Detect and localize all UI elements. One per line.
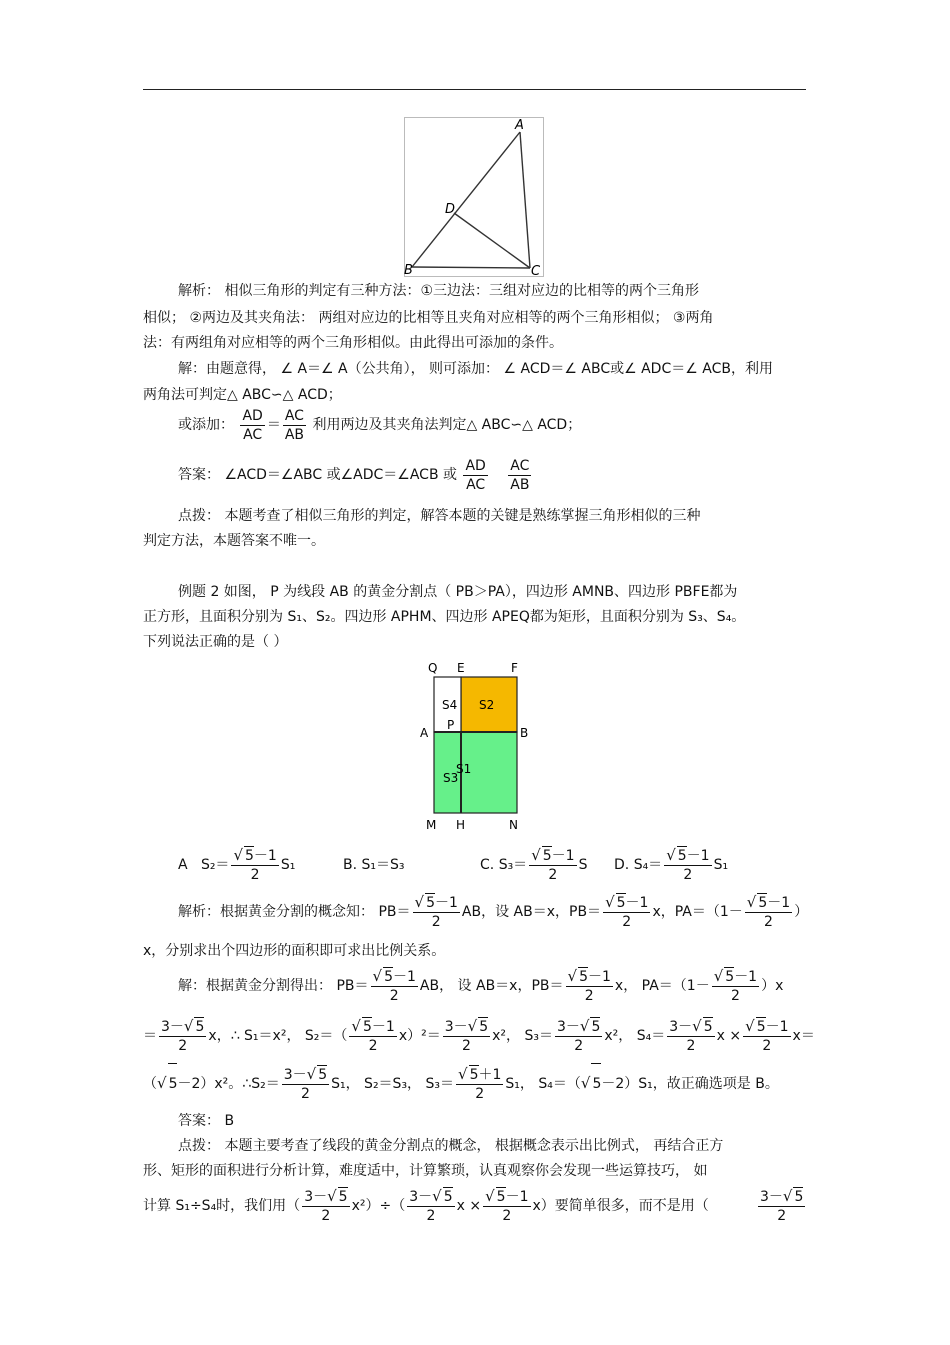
ex1-note-2: 判定方法，本题答案不唯一。: [143, 533, 325, 549]
ex2-answer: 答案： B: [178, 1113, 235, 1129]
ex1-note-1: 点拨： 本题考查了相似三角形的判定，解答本题的关键是熟练掌握三角形相似的三种: [178, 508, 701, 524]
label-b: B: [404, 263, 413, 277]
ex2-question-1: 例题 2 如图， P 为线段 AB 的黄金分割点（ PB＞PA），四边形 AMNB、四边形 PBFE都为: [178, 584, 738, 600]
ex2-solution-2: ＝ $\frac{3-√ 5}{2}$ x，∴ S₁＝x²， S₂＝（ $\frac{√ 5-1}{2}$ x）²＝ $\frac{3-√ 5}{2}$ x²， S₃＝ $\frac{3-√ 5}{2}$ x²， S₄＝ $\frac{3-√ 5}{2}$ x × $\frac{√ 5-1}{2}$ x＝: [143, 1017, 815, 1054]
svg-text:S3: S3: [443, 771, 459, 785]
ex1-solution-3: 或添加： $\frac{AD}{AC}$ ＝ $\frac{AC}{AB}$ 利用两边及其夹角法判定△ ABC∽△ ACD；: [178, 407, 582, 443]
svg-text:S2: S2: [479, 698, 495, 712]
svg-text:S1: S1: [456, 762, 472, 776]
ex1-analysis-2: 相似； ②两边及其夹角法： 两组对应边的比相等且夹角对应相等的两个三角形相似； ③两角: [143, 310, 714, 326]
svg-text:N: N: [509, 818, 518, 832]
svg-text:B: B: [520, 726, 529, 740]
option-d: D. S₄＝ $\frac{√ 5-1}{2}$ S₁: [614, 846, 729, 883]
ex2-note-1: 点拨： 本题主要考查了线段的黄金分割点的概念， 根据概念表示出比例式， 再结合正方: [178, 1138, 724, 1154]
ex2-analysis-1: 解析：根据黄金分割的概念知： PB＝ $\frac{√ 5-1}{2}$ AB，设 AB＝x，PB＝ $\frac{√ 5-1}{2}$ x，PA＝（1－ $\frac{√ 5-1}{2}$ ）: [178, 893, 809, 930]
option-a: A S₂＝ $\frac{√ 5-1}{2}$ S₁: [178, 846, 296, 883]
label-a: A: [515, 118, 524, 133]
ex2-solution-1: 解：根据黄金分割得出： PB＝ $\frac{√ 5-1}{2}$ AB， 设 AB＝x，PB＝ $\frac{√ 5-1}{2}$ x， PA＝（1－ $\frac{√ 5-1}{2}$ ）x: [178, 967, 784, 1004]
ex2-note-3-tail: $\frac{3-√ 5}{2}$: [760, 1187, 804, 1224]
ex2-note-3: 计算 S₁÷S₄时，我们用（ $\frac{3-√ 5}{2}$ x²）÷（ $\frac{3-√ 5}{2}$ x × $\frac{√ 5-1}{2}$ x）要简单很多，而不是用（: [143, 1187, 709, 1224]
ex1-answer: 答案： ∠ACD＝∠ABC 或∠ADC＝∠ACB 或 $\frac{AD}{AC}$ $\frac{AC}{AB}$: [178, 457, 530, 493]
svg-text:H: H: [456, 818, 466, 832]
ex2-solution-3: （√ 5－2）x²。∴S₂＝ $\frac{3-√ 5}{2}$ S₁， S₂＝S₃， S₃＝ $\frac{√ 5+1}{2}$ S₁， S₄＝（√ 5－2）S₁，故正确选项是 B。: [143, 1065, 779, 1102]
triangle-figure: [404, 117, 544, 277]
svg-text:F: F: [511, 661, 518, 675]
ex1-solution-1: 解：由题意得， ∠ A＝∠ A（公共角）， 则可添加： ∠ ACD＝∠ ABC或∠ ADC＝∠ ACB，利用: [178, 361, 773, 377]
ex1-analysis-1: 解析： 相似三角形的判定有三种方法：①三边法：三组对应边的比相等的两个三角形: [178, 283, 699, 299]
header-rule: [143, 89, 806, 90]
option-c: C. S₃＝ $\frac{√ 5-1}{2}$ S: [480, 846, 588, 883]
label-d: D: [445, 202, 456, 217]
fraction-ac-ab: $\frac{AC}{AB}$: [284, 407, 304, 443]
golden-ratio-figure: [415, 658, 535, 836]
fraction-ad-ac: $\frac{AD}{AC}$: [242, 407, 263, 443]
svg-text:A: A: [420, 726, 429, 740]
ex2-question-3: 下列说法正确的是（ ）: [143, 634, 288, 650]
ex1-analysis-3: 法：有两组角对应相等的两个三角形相似。由此得出可添加的条件。: [143, 335, 563, 351]
svg-text:Q: Q: [428, 661, 438, 675]
ex2-question-2: 正方形，且面积分别为 S₁、S₂。四边形 APHM、四边形 APEQ都为矩形，且面积分别为 S₃、S₄。: [143, 609, 746, 625]
svg-text:E: E: [457, 661, 465, 675]
answer-fraction-ad-ac: $\frac{AD}{AC}$: [465, 457, 486, 493]
svg-text:S4: S4: [442, 698, 458, 712]
label-c: C: [531, 264, 541, 277]
ex2-note-2: 形、矩形的面积进行分析计算，难度适中，计算繁琐，认真观察你会发现一些运算技巧， 如: [143, 1163, 708, 1179]
answer-fraction-ac-ab: $\frac{AC}{AB}$: [510, 457, 530, 493]
option-b: B. S₁＝S₃: [343, 857, 405, 873]
svg-text:M: M: [426, 818, 437, 832]
ex2-analysis-2: x，分别求出个四边形的面积即可求出比例关系。: [143, 943, 446, 959]
ex1-solution-2: 两角法可判定△ ABC∽△ ACD；: [143, 387, 342, 403]
svg-text:P: P: [447, 718, 455, 732]
